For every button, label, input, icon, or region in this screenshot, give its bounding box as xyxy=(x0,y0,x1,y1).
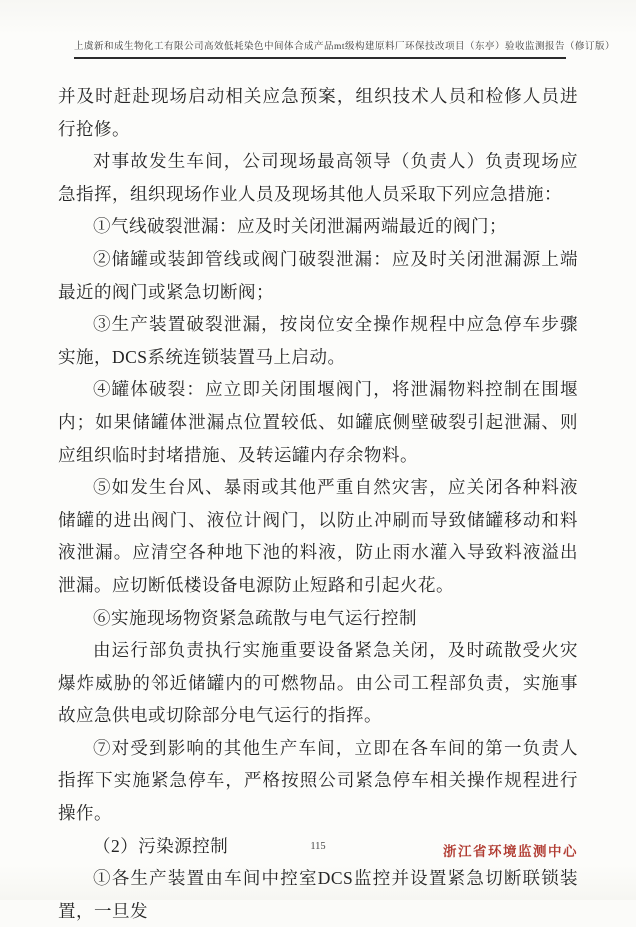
page-header xyxy=(74,38,616,59)
page-number: 115 xyxy=(310,841,326,852)
header-title: 上虞新和成生物化工有限公司高效低耗染色中间体合成产品mt级构建原料厂环保技改项目（东亭）验收监测报告（修订版） xyxy=(74,42,616,52)
paragraph: 由运行部负责执行实施重要设备紧急关闭，及时疏散受火灾爆炸威胁的邻近储罐内的可燃物品。由公司工程部负责，实施事故应急供电或切除部分电气运行的指挥。 xyxy=(58,640,578,726)
paragraph: ②储罐或装卸管线或阀门破裂泄漏：应及时关闭泄漏源上端最近的阀门或紧急切断阀； xyxy=(58,248,578,302)
paragraph: ③生产装置破裂泄漏，按岗位安全操作规程中应急停车步骤实施，DCS系统连锁装置马上启动。 xyxy=(58,314,578,367)
paragraph: ①各生产装置由车间中控室DCS监控并设置紧急切断联锁装置，一旦发 xyxy=(58,868,578,921)
paragraph: ⑦对受到影响的其他生产车间，立即在各车间的第一负责人指挥下实施紧急停车，严格按照公司紧急停车相关操作规程进行操作。 xyxy=(58,737,578,824)
paragraph: ④罐体破裂：应立即关闭围堰阀门，将泄漏物料控制在围堰内；如果储罐体泄漏点位置较低、如罐底侧壁破裂引起泄漏、则应组织临时封堵措施、及转运罐内存余物料。 xyxy=(58,379,578,465)
paragraph: 并及时赶赴现场启动相关应急预案，组织技术人员和检修人员进行抢修。 xyxy=(58,86,578,139)
paragraph: （2）污染源控制 xyxy=(93,835,229,856)
paragraph: ①气线破裂泄漏：应及时关闭泄漏两端最近的阀门； xyxy=(93,216,507,237)
document-body xyxy=(58,80,578,927)
paragraph: ⑤如发生台风、暴雨或其他严重自然灾害，应关闭各种料液储罐的进出阀门、液位计阀门，以防止冲刷而导致储罐移动和料液泄漏。应清空各种地下池的料液，防止雨水灌入导致料液溢出泄漏。应切断低楼设备电源防止短路和引起火花。 xyxy=(58,477,578,595)
agency-watermark: 浙江省环境监测中心 xyxy=(443,844,578,859)
paragraph: ⑥实施现场物资紧急疏散与电气运行控制 xyxy=(93,607,417,628)
paragraph: 对事故发生车间，公司现场最高领导（负责人）负责现场应急指挥，组织现场作业人员及现场其他人员采取下列应急措施： xyxy=(58,151,578,204)
